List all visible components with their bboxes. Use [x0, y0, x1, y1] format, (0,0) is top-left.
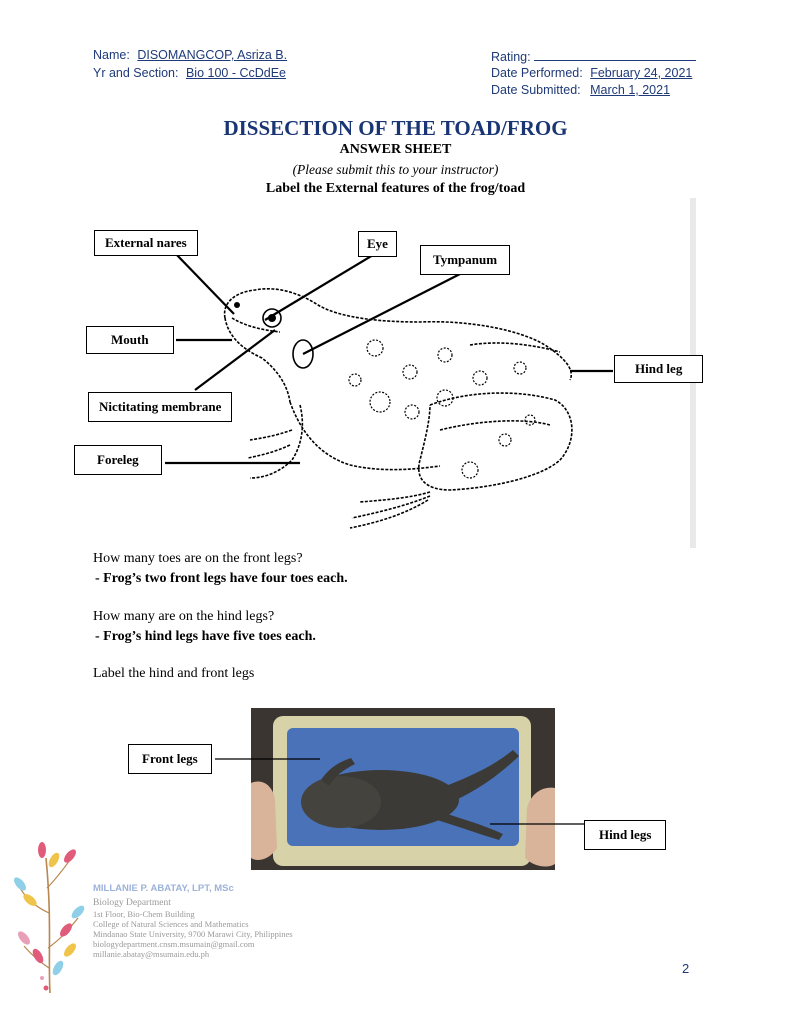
answer-front-legs: - Frog’s two front legs have four toes each. [95, 571, 348, 586]
skin-spots [349, 340, 535, 478]
footer-line-3: College of Natural Sciences and Mathematics [93, 919, 249, 929]
rating-label: Rating: [491, 50, 531, 64]
instruction-text: (Please submit this to your instructor) [292, 162, 499, 177]
label-nictitating-membrane: Nictitating membrane [88, 392, 232, 422]
answer-sheet-subtitle: ANSWER SHEET [339, 142, 452, 157]
date-submitted-label: Date Submitted: [491, 83, 581, 97]
label-mouth: Mouth [86, 326, 174, 354]
footer-line-1: Biology Department [93, 898, 171, 908]
label-eye: Eye [358, 231, 397, 257]
photo-heading: Label the hind and front legs [93, 666, 255, 681]
label-hind-leg: Hind leg [614, 355, 703, 383]
section-heading: Label the External features of the frog/toad [265, 181, 526, 196]
footer-name: MILLANIE P. ABATAY, LPT, MSc [93, 883, 234, 894]
question-hind-legs: How many are on the hind legs? [93, 609, 275, 624]
flower-decoration [12, 838, 92, 998]
page-number: 2 [682, 961, 690, 976]
label-tympanum: Tympanum [420, 245, 510, 275]
footer-line-2: 1st Floor, Bio-Chem Building [93, 909, 195, 919]
date-performed-value: February 24, 2021 [590, 66, 693, 80]
label-external-nares: External nares [94, 230, 198, 256]
label-foreleg: Foreleg [74, 445, 162, 475]
label-hind-legs: Hind legs [584, 820, 666, 850]
photo-pointer-lines [0, 700, 791, 860]
question-front-legs: How many toes are on the front legs? [93, 551, 303, 566]
label-pointer-lines [165, 252, 613, 463]
footer-line-5: biologydepartment.cnsm.msumain@gmail.com [93, 939, 255, 949]
label-front-legs: Front legs [128, 744, 212, 774]
name-value: DISOMANGCOP, Asriza B. [137, 48, 288, 62]
footer-line-4: Mindanao State University, 9700 Marawi City, Philippines [93, 929, 293, 939]
footer-line-6: millanie.abatay@msumain.edu.ph [93, 949, 210, 959]
section-value: Bio 100 - CcDdEe [185, 66, 287, 80]
nostril-drawing [234, 302, 240, 308]
name-label: Name: [93, 48, 130, 62]
page-title: DISSECTION OF THE TOAD/FROG [223, 116, 568, 140]
frog-outline-drawing [225, 289, 572, 528]
date-submitted-value: March 1, 2021 [590, 83, 671, 97]
section-label: Yr and Section: [93, 66, 179, 80]
answer-hind-legs: - Frog’s hind legs have five toes each. [95, 629, 316, 644]
date-performed-label: Date Performed: [491, 66, 583, 80]
